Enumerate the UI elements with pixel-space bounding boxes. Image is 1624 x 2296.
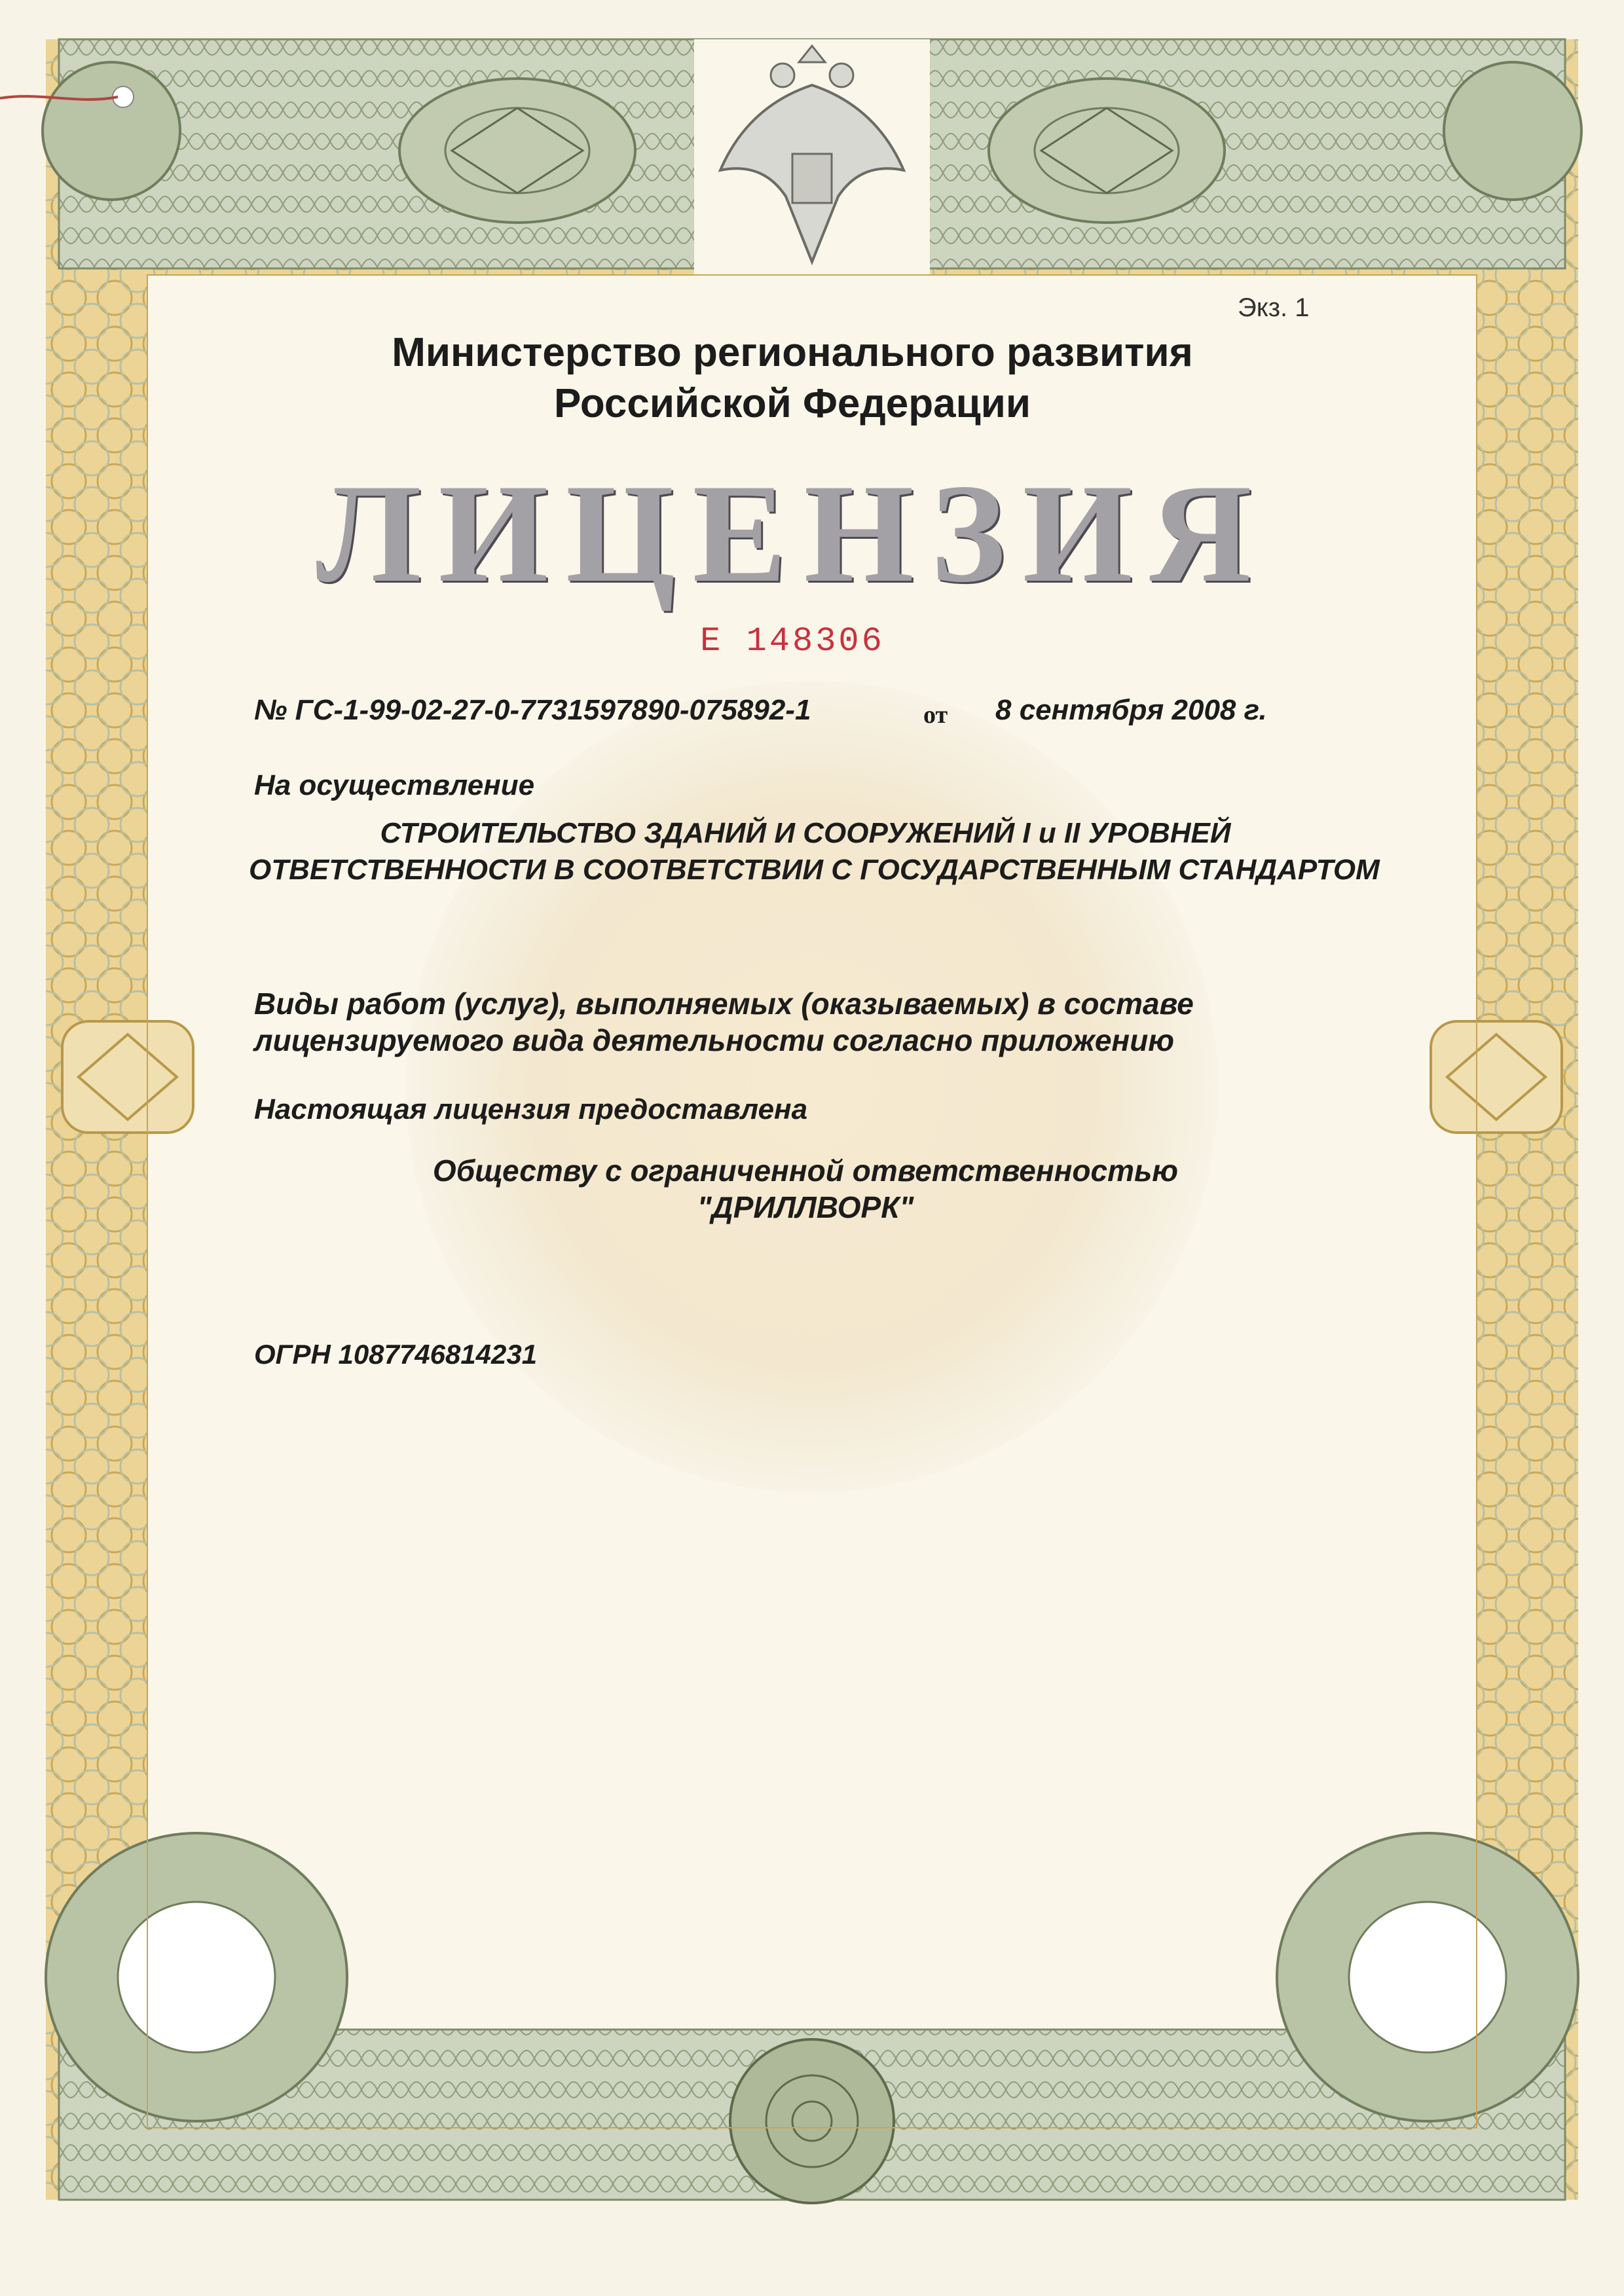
works-line: лицензируемого вида деятельности согласно приложению: [254, 1023, 1175, 1057]
ministry-heading: [262, 327, 1323, 429]
activity-line: ОТВЕТСТВЕННОСТИ В СООТВЕТСТВИИ С ГОСУДАРСТВЕННЫМ СТАНДАРТОМ: [249, 854, 1380, 886]
corner-rosette-icon: [43, 62, 180, 200]
serial-number: Е 148306: [700, 622, 885, 661]
granted-label: Настоящая лицензия предоставлена: [254, 1093, 808, 1125]
activity-label: На осуществление: [254, 769, 535, 801]
corner-rosette-icon: [1444, 62, 1581, 200]
top-right-rosette-icon: [989, 79, 1225, 223]
top-left-rosette-icon: [399, 79, 635, 223]
document-title: ЛИЦЕНЗИЯ: [316, 455, 1269, 611]
license-date: 8 сентября 2008 г.: [995, 694, 1267, 726]
ministry-line: Российской Федерации: [554, 381, 1031, 426]
watermark-disc: [406, 681, 1218, 1493]
coat-of-arms-icon: [694, 39, 930, 275]
bottom-right-rosette-icon: [1277, 1833, 1578, 2121]
left-side-medallion-icon: [62, 1021, 193, 1133]
ministry-line: Министерство регионального развития: [392, 330, 1193, 375]
works-line: Виды работ (услуг), выполняемых (оказываемых) в составе: [254, 987, 1194, 1021]
bottom-left-rosette-icon: [46, 1833, 347, 2121]
bottom-center-rosette-icon: [730, 2039, 894, 2203]
right-side-medallion-icon: [1431, 1021, 1562, 1133]
works-note: [254, 985, 1194, 1059]
activity-line: СТРОИТЕЛЬСТВО ЗДАНИЙ И СООРУЖЕНИЙ I и II УРОВНЕЙ: [380, 817, 1231, 849]
recipient-line: Обществу с ограниченной ответственностью: [432, 1154, 1179, 1188]
license-number: № ГС-1-99-02-27-0-7731597890-075892-1: [254, 694, 811, 726]
recipient-name: [249, 1152, 1362, 1226]
activity-description: [249, 815, 1380, 888]
recipient-line: "ДРИЛЛВОРК": [697, 1190, 914, 1224]
date-prefix: от: [923, 701, 948, 729]
copy-number-label: Экз. 1: [1238, 293, 1310, 322]
ogrn-number: ОГРН 1087746814231: [254, 1339, 538, 1370]
